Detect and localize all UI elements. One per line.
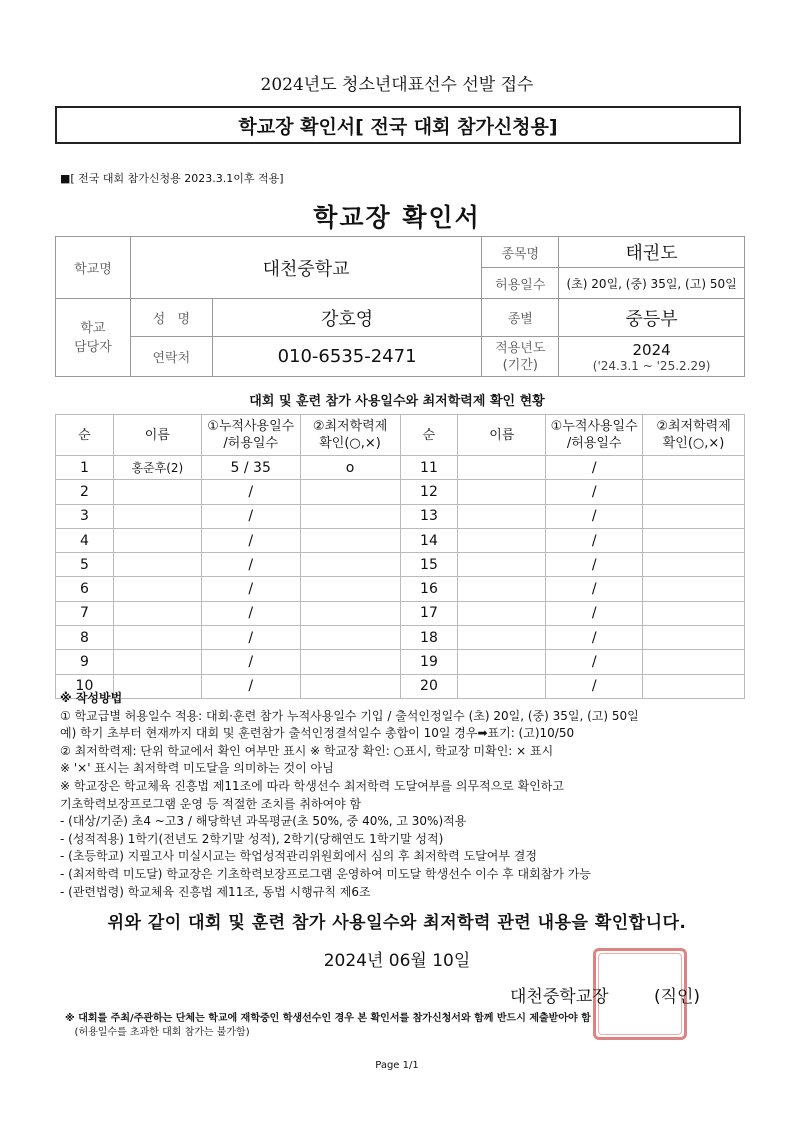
table-cell-chk [300,650,400,674]
table-cell-n: 19 [400,650,458,674]
instruction-line: ※ 작성방법 [60,691,123,705]
instruction-line: - (최저학력 미도달) 학교장은 기초학력보장프로그램 운영하여 미도달 학생선수 이수 후 대회참가 가능 [60,866,591,881]
instruction-line: - (대상/기준) 초4 ~고3 / 해당학년 과목평균(초 50%, 중 40%, 고 30%)적용 [60,814,467,829]
col-header: ①누적사용일수 /허용일수 [201,415,300,456]
table-cell-n: 17 [400,601,458,625]
instruction-line: - (관련법령) 학교체육 진흥법 제11조, 동법 시행규칙 제6조 [60,884,371,899]
allow-value: (초) 20일, (중) 35일, (고) 50일 [559,268,745,299]
boxed-title: 학교장 확인서[ 전국 대회 참가신청용] [55,106,741,144]
instruction-line: ※ 학교장은 학교체육 진흥법 제11조에 따라 학생선수 최저학력 도달여부를 의무적으로 확인하고 [60,778,564,793]
col-header: 순 [56,415,114,456]
table-row [56,553,745,577]
table-cell-n: 6 [56,577,114,601]
school-label: 학교명 [56,237,131,299]
table-row [56,480,745,504]
table-cell-chk [300,504,400,528]
instruction-line: - (초등학교) 지필고사 미실시교는 학업성적관리위원회에서 심의 후 최저학력 도달여부 결정 [60,849,537,864]
confirmation-text: 위와 같이 대회 및 훈련 참가 사용일수와 최저학력 관련 내용을 확인합니다. [107,913,687,933]
table-cell-name [113,504,201,528]
table-cell-days: / [201,650,300,674]
table-cell-chk [643,577,745,601]
table-cell-days: / [546,528,643,552]
table-cell-days: 5 / 35 [201,456,300,480]
table-cell-n: 10 [56,674,114,698]
table-cell-chk [643,650,745,674]
table-cell-days: / [201,504,300,528]
table-row [56,626,745,650]
table-cell-chk [643,456,745,480]
col-header: 순 [400,415,458,456]
sport-value: 태권도 [559,237,745,268]
table-cell-name [458,626,546,650]
instruction-line: ※ '×' 표시는 최저학력 미도달을 의미하는 것이 아님 [60,761,334,776]
table-cell-n: 12 [400,480,458,504]
contact-label: 연락처 [130,337,212,377]
table-row [56,650,745,674]
table-cell-n: 20 [400,674,458,698]
manager-label: 학교 담당자 [56,299,131,377]
col-header: 이름 [113,415,201,456]
table-cell-chk [300,480,400,504]
table-cell-n: 2 [56,480,114,504]
table-cell-name [458,504,546,528]
top-title: 2024년도 청소년대표선수 선발 접수 [260,75,534,95]
table-cell-chk [643,480,745,504]
table-row [56,528,745,552]
table-cell-chk [643,553,745,577]
table-cell-days: / [546,674,643,698]
table-cell-name [458,456,546,480]
table-cell-days: / [546,626,643,650]
table-title: 대회 및 훈련 참가 사용일수와 최저학력제 확인 현황 [249,394,545,409]
table-cell-n: 14 [400,528,458,552]
table-cell-chk [300,626,400,650]
footnote-line: ※ 대회를 주최/주관하는 단체는 학교에 재학중인 학생선수인 경우 본 확인서를 참가신청서와 함께 반드시 제출받아야 함 [65,1013,591,1024]
table-row [56,504,745,528]
instruction-line: 예) 학기 초부터 현재까지 대회 및 훈련참가 출석인정결석일수 총합이 10일 경우➡표기: (고)10/50 [60,726,575,741]
table-cell-n: 9 [56,650,114,674]
table-cell-n: 13 [400,504,458,528]
table-cell-chk: o [300,456,400,480]
table-cell-n: 11 [400,456,458,480]
signer-suffix: (직인) [653,987,701,1007]
col-header: ②최저학력제 확인(○,×) [643,415,745,456]
notice: ■[ 전국 대회 참가신청용 2023.3.1이후 적용] [60,172,284,185]
table-cell-days: / [201,626,300,650]
table-cell-name [458,650,546,674]
col-header: ②최저학력제 확인(○,×) [300,415,400,456]
table-cell-n: 8 [56,626,114,650]
table-row [56,601,745,625]
year-period: ('24.3.1 ~ '25.2.29) [592,358,711,373]
table-cell-name [458,528,546,552]
table-cell-days: / [546,480,643,504]
signer [510,982,700,1007]
allow-label: 허용일수 [482,268,559,299]
table-cell-n: 3 [56,504,114,528]
instruction-line: ① 학교급별 허용일수 적용: 대회·훈련 참가 누적사용일수 기입 / 출석인정일수 (초) 20일, (중) 35일, (고) 50일 [60,708,639,723]
table-cell-name [113,528,201,552]
table-cell-days: / [546,650,643,674]
school-name: 대천중학교 [130,237,481,299]
sign-date: 2024년 06월 10일 [323,951,471,971]
table-cell-n: 7 [56,601,114,625]
table-cell-days: / [546,504,643,528]
usage-table [55,414,745,699]
table-cell-days: / [201,480,300,504]
year-cell [559,337,745,377]
table-cell-name [113,626,201,650]
table-cell-chk [643,626,745,650]
instructions [60,690,760,901]
table-cell-name [458,480,546,504]
sport-label: 종목명 [482,237,559,268]
table-row [56,456,745,480]
table-cell-n: 4 [56,528,114,552]
table-cell-chk [643,504,745,528]
table-cell-name [458,577,546,601]
instruction-line: - (성적적용) 1학기(전년도 2학기말 성적), 2학기(당해연도 1학기말 성적) [60,831,444,846]
instruction-line: ② 최저학력제: 단위 학교에서 확인 여부만 표시 ※ 학교장 확인: ○표시, 학교장 미확인: × 표시 [60,743,554,758]
year-value: 2024 [632,340,671,359]
level-label: 종별 [482,299,559,337]
name-label: 성 명 [130,299,212,337]
table-cell-chk [643,601,745,625]
table-cell-n: 18 [400,626,458,650]
manager-name: 강호영 [212,299,482,337]
table-cell-n: 15 [400,553,458,577]
contact-value: 010-6535-2471 [212,337,482,377]
level-value: 중등부 [559,299,745,337]
table-cell-name [458,553,546,577]
table-cell-chk [300,577,400,601]
table-cell-name [458,601,546,625]
table-cell-n: 1 [56,456,114,480]
table-cell-chk [643,528,745,552]
table-row [56,577,745,601]
signer-name: 대천중학교장 [510,987,609,1007]
col-header: ①누적사용일수 /허용일수 [546,415,643,456]
table-cell-days: / [201,674,300,698]
table-cell-days: / [201,577,300,601]
table-cell-name [113,553,201,577]
table-cell-chk [300,528,400,552]
table-cell-days: / [546,577,643,601]
info-table [55,236,745,377]
year-label: 적용년도 (기간) [482,337,559,377]
table-cell-chk [300,601,400,625]
table-cell-days: / [546,456,643,480]
table-cell-n: 16 [400,577,458,601]
footnote [65,1012,755,1040]
table-cell-chk [300,553,400,577]
page-number: Page 1/1 [375,1060,419,1071]
table-cell-name [113,601,201,625]
table-header-row [56,415,745,456]
table-cell-name [113,480,201,504]
table-cell-days: / [201,601,300,625]
table-cell-days: / [201,553,300,577]
table-cell-n: 5 [56,553,114,577]
table-cell-days: / [546,553,643,577]
col-header: 이름 [458,415,546,456]
table-cell-days: / [201,528,300,552]
table-cell-name: 홍준후(2) [113,456,201,480]
document-title: 학교장 확인서 [313,203,481,232]
table-cell-name [113,577,201,601]
table-cell-name [113,650,201,674]
instruction-line: 기초학력보장프로그램 운영 등 적절한 조치를 취하여야 함 [60,796,362,811]
footnote-line: (허용일수를 초과한 대회 참가는 불가함) [65,1027,250,1038]
table-cell-days: / [546,601,643,625]
